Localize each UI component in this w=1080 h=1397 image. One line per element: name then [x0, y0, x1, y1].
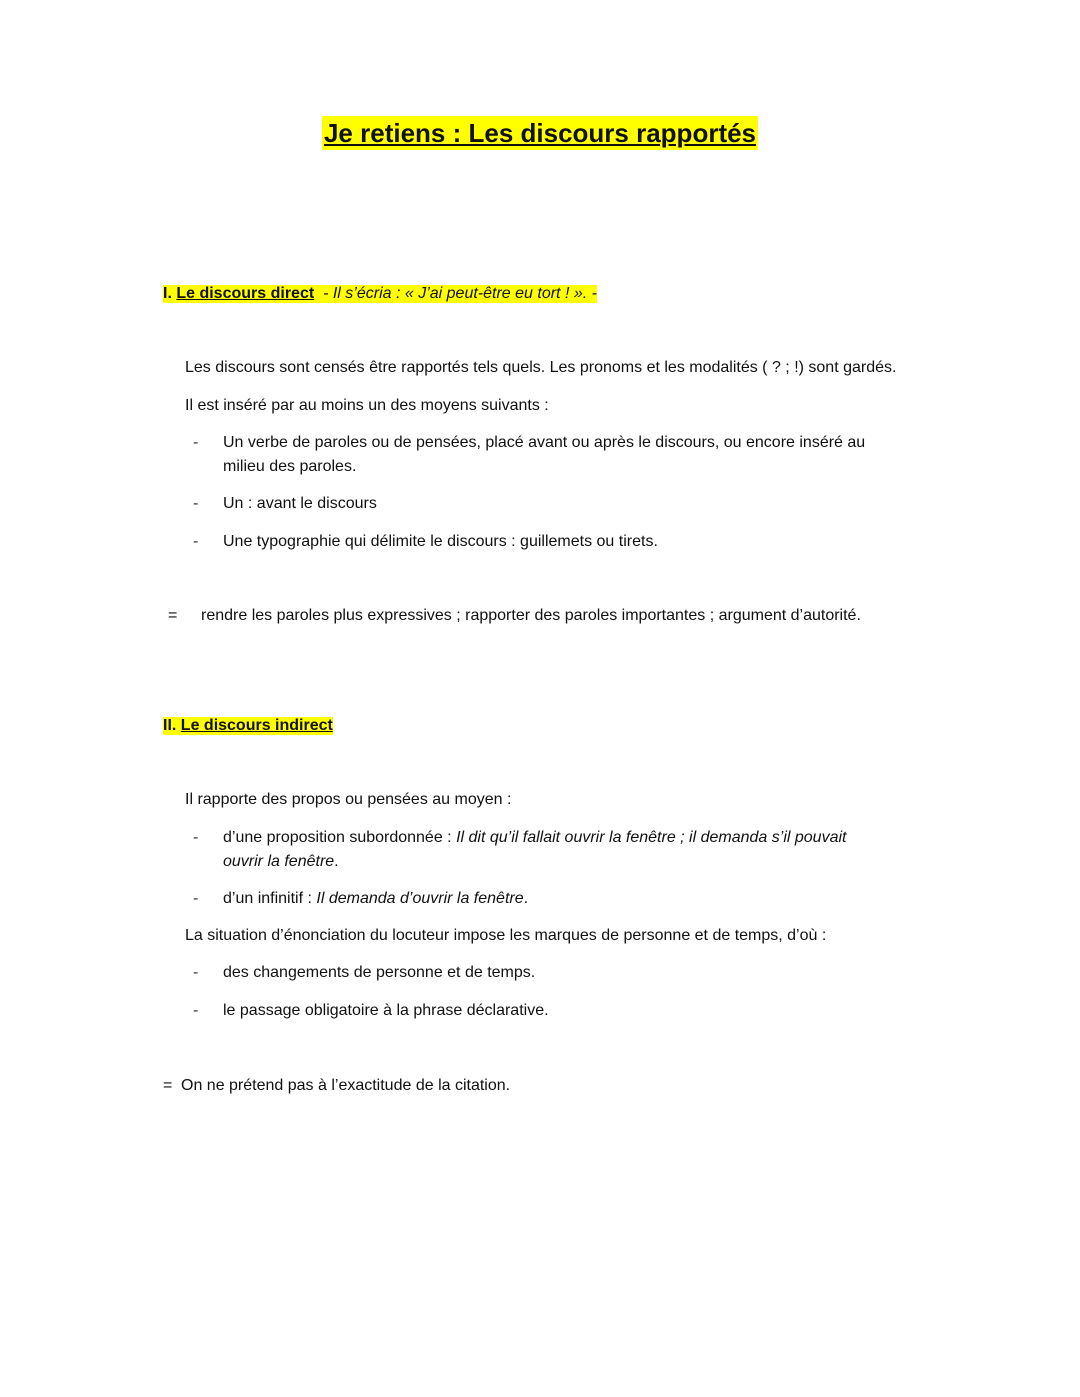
- section-heading-direct: [163, 285, 597, 303]
- bullet-dash: -: [193, 964, 199, 981]
- list-item: le passage obligatoire à la phrase déclarative.: [223, 1002, 549, 1019]
- list-item: des changements de personne et de temps.: [223, 964, 536, 981]
- bullet-dash: -: [193, 533, 199, 550]
- bullet-dash: -: [193, 434, 199, 451]
- paragraph-lead: La situation d’énonciation du locuteur impose les marques de personne et de temps, d’où :: [185, 927, 827, 944]
- list-item: Un : avant le discours: [223, 495, 377, 512]
- bullet-dash: -: [193, 1002, 199, 1019]
- paragraph-lead: Il est inséré par au moins un des moyens suivants :: [185, 397, 549, 414]
- list-item: Un verbe de paroles ou de pensées, placé avant ou après le discours, ou encore inséré au milieu des paroles.: [223, 434, 866, 475]
- paragraph-intro: Il rapporte des propos ou pensées au moyen :: [185, 791, 512, 808]
- section-title: Le discours direct: [176, 285, 315, 302]
- list-item: d’un infinitif : Il demanda d’ouvrir la fenêtre.: [223, 890, 529, 907]
- bullet-dash: -: [193, 890, 199, 907]
- list-item: d’une proposition subordonnée : Il dit qu’il fallait ouvrir la fenêtre ; il demanda s’il pouvait ouvrir la fenêtre.: [223, 829, 847, 870]
- equals-sign: =: [163, 1077, 173, 1094]
- list-item: Une typographie qui délimite le discours : guillemets ou tirets.: [223, 533, 658, 550]
- section-number: II.: [163, 717, 177, 734]
- conclusion-text: rendre les paroles plus expressives ; rapporter des paroles importantes ; argument d’autorité.: [201, 607, 861, 624]
- section-title: Le discours indirect: [180, 717, 333, 734]
- page-title: Je retiens : Les discours rapportés: [323, 118, 757, 148]
- section-example: - Il s’écria : « J’ai peut-être eu tort ! ». -: [323, 285, 597, 302]
- paragraph-intro: Les discours sont censés être rapportés tels quels. Les pronoms et les modalités ( ? ; !) sont gardés.: [185, 359, 897, 376]
- section-heading-indirect: [163, 717, 333, 735]
- conclusion-text: On ne prétend pas à l’exactitude de la citation.: [181, 1077, 511, 1094]
- section-number: I.: [163, 285, 172, 302]
- equals-sign: =: [168, 607, 178, 624]
- bullet-dash: -: [193, 495, 199, 512]
- bullet-dash: -: [193, 829, 199, 846]
